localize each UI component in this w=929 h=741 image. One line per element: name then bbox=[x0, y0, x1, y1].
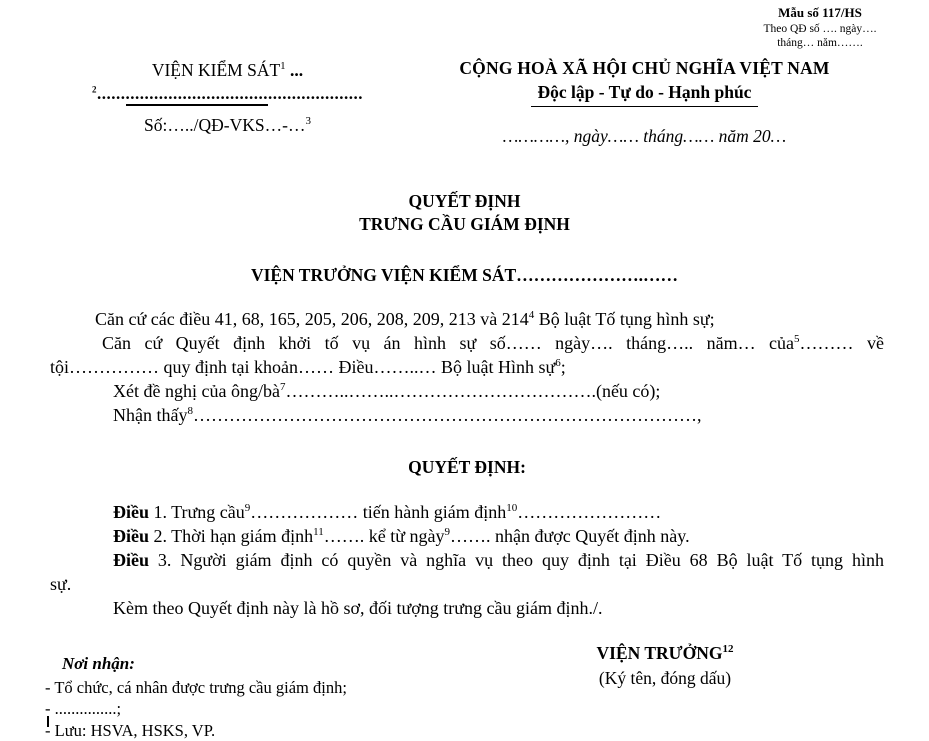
decision-articles bbox=[50, 500, 884, 620]
text-run: ; bbox=[561, 357, 566, 377]
article-1 bbox=[50, 500, 884, 524]
article-2 bbox=[50, 524, 884, 548]
paragraph-findings bbox=[50, 403, 884, 427]
place-date-line: …………, ngày…… tháng…… năm 20… bbox=[400, 126, 889, 147]
paragraph-proposal bbox=[50, 379, 884, 403]
footnote-ref-11: 11 bbox=[313, 526, 324, 538]
text-run: Nhận thấy bbox=[113, 405, 187, 425]
recipient-item: - ...............; bbox=[45, 698, 505, 720]
footnote-ref-9b: 9 bbox=[445, 526, 451, 538]
paragraph-case-decision-line1 bbox=[50, 331, 884, 355]
decision-heading: QUYẾT ĐỊNH: bbox=[50, 457, 884, 478]
recipient-item: - Lưu: HSVA, HSKS, VP. bbox=[45, 720, 505, 741]
paragraph-case-decision-line2 bbox=[50, 355, 884, 379]
footnote-ref-8: 8 bbox=[187, 405, 193, 417]
document-body bbox=[50, 307, 884, 427]
footnote-ref-6: 6 bbox=[555, 357, 561, 369]
agency-name: VIỆN KIỂM SÁT bbox=[152, 60, 280, 80]
text-run: VIỆN TRƯỞNG bbox=[597, 643, 723, 663]
national-motto-line2: Độc lập - Tự do - Hạnh phúc bbox=[531, 82, 759, 107]
agency-dotted-line bbox=[55, 85, 400, 103]
text-run: 3. Người giám định có quyền và nghĩa vụ theo quy định tại Điều 68 Bộ luật Tố tụng hình bbox=[149, 550, 884, 570]
dots-segment-underlined: .............................. bbox=[126, 84, 269, 106]
article-label: Điều bbox=[113, 502, 149, 522]
national-motto-line1: CỘNG HOÀ XÃ HỘI CHỦ NGHĨA VIỆT NAM bbox=[400, 58, 889, 79]
text-run: ……………… tiến hành giám định bbox=[250, 502, 506, 522]
dots-segment: .................... bbox=[268, 84, 363, 103]
form-number: Mẫu số 117/HS bbox=[740, 5, 900, 22]
text-run: ……… về bbox=[800, 333, 884, 353]
text-run: ……. nhận được Quyết định này. bbox=[450, 526, 690, 546]
paragraph-attachments: Kèm theo Quyết định này là hồ sơ, đối tượng trưng cầu giám định./. bbox=[50, 596, 884, 620]
text-run: 1. Trưng cầu bbox=[149, 502, 245, 522]
text-run: …………………………………………………………………………, bbox=[193, 405, 702, 425]
text-run: Xét đề nghị của ông/bà bbox=[113, 381, 280, 401]
footnote-ref-4: 4 bbox=[529, 309, 535, 321]
document-number-line bbox=[55, 115, 400, 136]
text-run: Bộ luật Tố tụng hình sự; bbox=[534, 309, 714, 329]
footnote-ref-5: 5 bbox=[794, 333, 800, 345]
text-run: tội…………… quy định tại khoản…… Điều……..… Bộ luật Hình sự bbox=[50, 357, 555, 377]
text-run: ………..……..…………………………….(nếu có); bbox=[285, 381, 660, 401]
title-line1: QUYẾT ĐỊNH bbox=[0, 190, 929, 213]
footnote-ref-10: 10 bbox=[506, 502, 517, 514]
footnote-ref-3: 3 bbox=[305, 115, 311, 127]
footnote-ref-9: 9 bbox=[245, 502, 251, 514]
footnote-ref-7: 7 bbox=[280, 381, 286, 393]
national-motto-line2-wrap bbox=[400, 82, 889, 107]
national-header-block bbox=[400, 58, 889, 147]
text-run: 2. Thời hạn giám định bbox=[149, 526, 313, 546]
form-ref-line1: Theo QĐ số …. ngày…. bbox=[740, 22, 900, 37]
form-number-block bbox=[740, 5, 900, 51]
footnote-ref-12: 12 bbox=[722, 643, 733, 655]
title-line2: TRƯNG CẦU GIÁM ĐỊNH bbox=[0, 213, 929, 236]
footnote-separator-mark bbox=[47, 716, 49, 727]
article-3-line2: sự. bbox=[50, 572, 884, 596]
recipients-label: Nơi nhận: bbox=[62, 653, 505, 675]
text-run: Căn cứ Quyết định khởi tố vụ án hình sự số…… ngày…. tháng….. năm… của bbox=[102, 333, 794, 353]
footnote-ref-2: 2 bbox=[92, 84, 97, 94]
issuing-agency-block bbox=[55, 58, 400, 147]
recipient-item: - Tổ chức, cá nhân được trưng cầu giám định; bbox=[45, 677, 505, 699]
recipients-block bbox=[45, 643, 505, 741]
article-3-line1 bbox=[50, 548, 884, 572]
text-run: Căn cứ các điều 41, 68, 165, 205, 206, 208, 209, 213 và 214 bbox=[95, 309, 529, 329]
agency-name-line bbox=[55, 60, 400, 81]
document-footer bbox=[0, 643, 929, 741]
dots-segment: ...... bbox=[97, 84, 126, 103]
signer-title bbox=[535, 643, 795, 664]
article-label: Điều bbox=[113, 526, 149, 546]
footnote-ref-1: 1 bbox=[280, 60, 286, 72]
signer-note: (Ký tên, đóng dấu) bbox=[535, 668, 795, 689]
paragraph-legal-basis bbox=[50, 307, 884, 331]
text-run: ……. kể từ ngày bbox=[324, 526, 445, 546]
agency-name-dots: ... bbox=[286, 60, 304, 80]
signature-block bbox=[535, 643, 795, 741]
document-title bbox=[0, 190, 929, 236]
article-label: Điều bbox=[113, 550, 149, 570]
form-ref-line2: tháng… năm……. bbox=[740, 36, 900, 51]
text-run: …………………… bbox=[517, 502, 661, 522]
issuer-line: VIỆN TRƯỞNG VIỆN KIỂM SÁT………………….…… bbox=[0, 265, 929, 286]
document-number: Số:…../QĐ-VKS…-… bbox=[144, 115, 305, 135]
